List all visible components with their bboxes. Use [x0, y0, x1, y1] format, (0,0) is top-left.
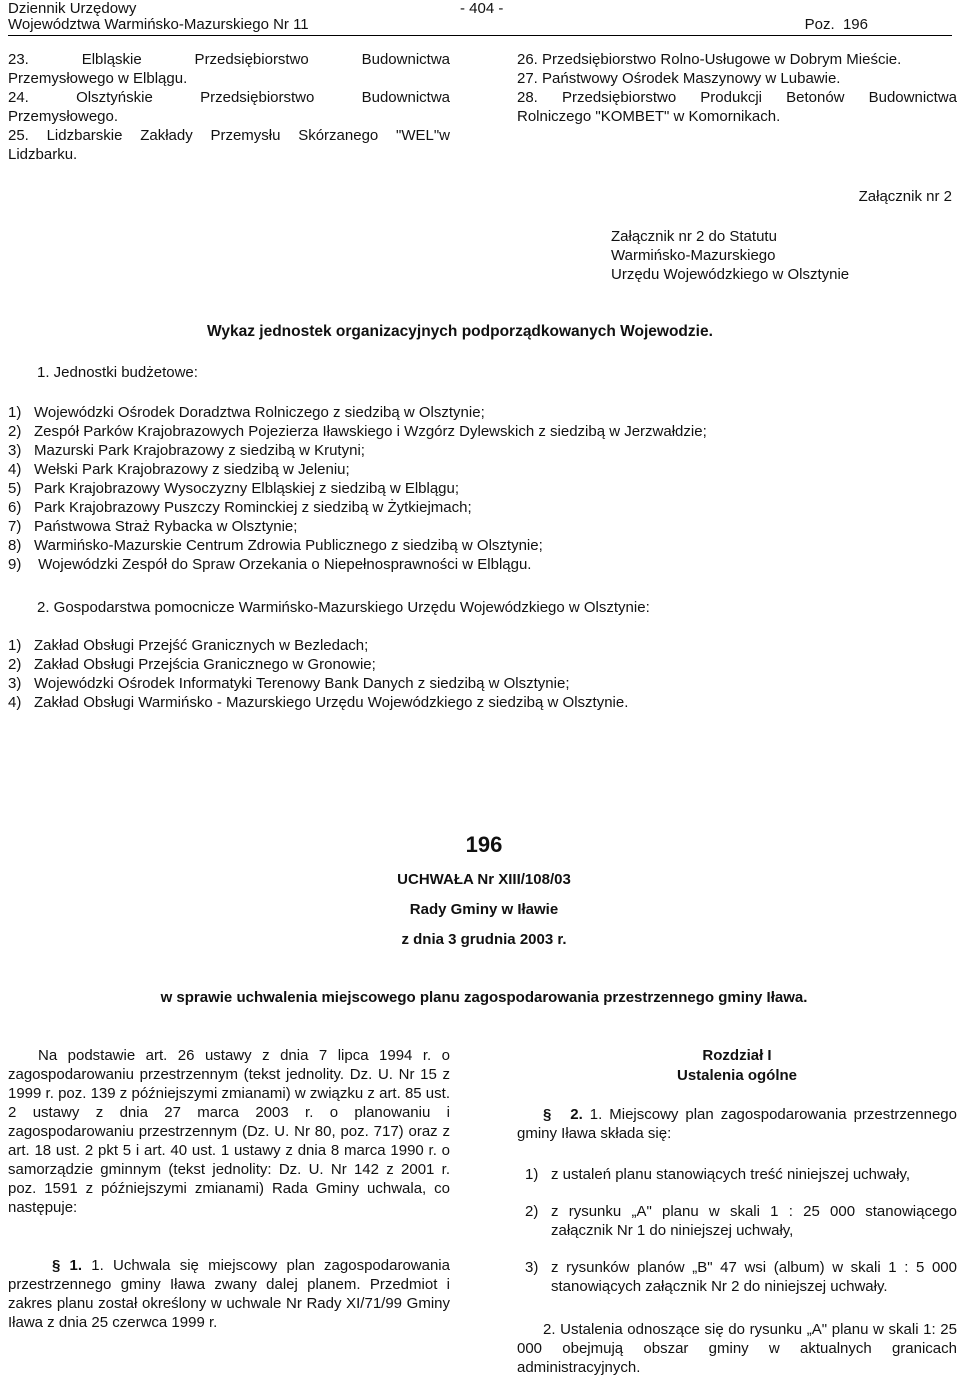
annex-label: Załącznik nr 2 [858, 188, 952, 205]
section-text: 1. Uchwala się miejscowy plan zagospodarowania przestrzennego gminy Iława zwany dalej planem. Przedmiot i zakres planu został określony w uchwale Nr Rady XI/71/99 Gminy Iława z dnia 25 czerwca 1999 r. [8, 1257, 450, 1331]
item-text: z rysunku „A" planu w skali 1 : 25 000 stanowiącego załącznik Nr 1 do niniejszej uchwały, [551, 1203, 957, 1239]
item-number: 5) [8, 480, 22, 497]
item-number: 2) [8, 656, 22, 673]
list-item [8, 403, 952, 422]
list-item-24-line1: 24. Olsztyńskie Przedsiębiorstwo Budownictwa [8, 89, 450, 106]
item-number: 4) [8, 694, 22, 711]
list-item [8, 460, 952, 479]
section2-list [8, 636, 952, 712]
item-text: Zakład Obsługi Przejść Granicznych w Bezledach; [34, 637, 369, 654]
list-item [8, 517, 952, 536]
resolution-subject: w sprawie uchwalenia miejscowego planu zagospodarowania przestrzennego gminy Iława. [160, 989, 808, 1006]
section1-list [8, 403, 952, 574]
annex-statute-line3: Urzędu Wojewódzkiego w Olsztynie [611, 266, 850, 283]
plan-components-list [525, 1165, 957, 1296]
item-number: 1) [525, 1166, 539, 1183]
item-number: 4) [8, 461, 22, 478]
list-item-26: 26. Przedsiębiorstwo Rolno-Usługowe w Dobrym Mieście. [517, 51, 902, 68]
item-text: Zakład Obsługi Warmińsko - Mazurskiego Urzędu Wojewódzkiego z siedzibą w Olsztynie. [34, 694, 629, 711]
list-item [525, 1258, 957, 1296]
item-text: Mazurski Park Krajobrazowy z siedzibą w Krutyni; [34, 442, 365, 459]
list-item [8, 536, 952, 555]
list-item [8, 441, 952, 460]
list-item [8, 655, 952, 674]
annex-statute [611, 227, 849, 284]
item-text: Warmińsko-Mazurskie Centrum Zdrowia Publicznego z siedzibą w Olsztynie; [34, 537, 543, 554]
paragraph-2 [517, 1105, 957, 1143]
list-item [8, 693, 952, 712]
item-number: 1) [8, 637, 22, 654]
list-item-25-line2: Lidzbarku. [8, 146, 78, 163]
item-text: Zespół Parków Krajobrazowych Pojezierza Iławskiego i Wzgórz Dylewskich z siedzibą w Jerzwałdzie; [34, 423, 707, 440]
item-number: 3) [8, 675, 22, 692]
top-right-list [517, 50, 957, 126]
publisher-line: Województwa Warmińsko-Mazurskiego Nr 11 [8, 16, 309, 33]
resolution-title: UCHWAŁA Nr XIII/108/03 [397, 871, 571, 888]
resolution-number: 196 [465, 832, 503, 857]
top-left-list [8, 50, 450, 164]
section-mark: § 1. [52, 1257, 83, 1274]
item-text: Wełski Park Krajobrazowy z siedzibą w Jeleniu; [34, 461, 350, 478]
paragraph-1 [8, 1256, 450, 1332]
item-number: 3) [8, 442, 22, 459]
item-number: 2) [525, 1203, 539, 1220]
list-item-25-line1: 25. Lidzbarskie Zakłady Przemysłu Skórzanego "WEL"w [8, 127, 450, 144]
item-text: Wojewódzki Zespół do Spraw Orzekania o Niepełnosprawności w Elblągu. [34, 556, 532, 573]
item-text: Zakład Obsługi Przejścia Granicznego w Gronowie; [34, 656, 376, 673]
list-item [525, 1202, 957, 1240]
section1-heading: 1. Jednostki budżetowe: [37, 364, 198, 381]
section-mark: § 2. [543, 1106, 583, 1123]
item-number: 8) [8, 537, 22, 554]
list-item [8, 674, 952, 693]
item-text: Wojewódzki Ośrodek Doradztwa Rolniczego z siedzibą w Olsztynie; [34, 404, 485, 421]
list-item [8, 498, 952, 517]
section-text: 1. Miejscowy plan zagospodarowania przestrzennego gminy Iława składa się: [517, 1106, 957, 1142]
section2-heading: 2. Gospodarstwa pomocnicze Warmińsko-Mazurskiego Urzędu Wojewódzkiego w Olsztynie: [37, 599, 650, 616]
annex-statute-line1: Załącznik nr 2 do Statutu [611, 228, 777, 245]
chapter-title: Ustalenia ogólne [676, 1067, 798, 1084]
list-item [8, 636, 952, 655]
list-item-27: 27. Państwowy Ośrodek Maszynowy w Lubawie. [517, 70, 841, 87]
item-number: 2) [8, 423, 22, 440]
item-number: 6) [8, 499, 22, 516]
list-title: Wykaz jednostek organizacyjnych podporządkowanych Wojewodzie. [207, 323, 713, 340]
list-item-23-line1: 23. Elbląskie Przedsiębiorstwo Budownictwa [8, 51, 450, 68]
list-item-24-line2: Przemysłowego. [8, 108, 119, 125]
chapter-heading: Rozdział I [702, 1047, 772, 1064]
item-text: Park Krajobrazowy Wysoczyzny Elbląskiej z siedzibą w Elblągu; [34, 480, 460, 497]
header-rule [8, 35, 952, 36]
list-item [8, 555, 952, 574]
journal-title: Dziennik Urzędowy [8, 0, 137, 17]
resolution-body: Rady Gminy w Iławie [409, 901, 559, 918]
item-number: 9) [8, 556, 22, 573]
list-item [8, 479, 952, 498]
list-item-28-line1: 28. Przedsiębiorstwo Produkcji Betonów Budownictwa [517, 89, 957, 106]
item-text: z ustaleń planu stanowiących treść niniejszej uchwały, [551, 1166, 911, 1183]
list-item [525, 1165, 957, 1184]
item-text: z rysunków planów „B" 47 wsi (album) w skali 1 : 5 000 stanowiących załącznik Nr 2 do niniejszej uchwały. [551, 1259, 957, 1295]
paragraph-2-2: 2. Ustalenia odnoszące się do rysunku „A" planu w skali 1: 25 000 obejmują obszar gminy w aktualnych granicach administracyjnych. [517, 1321, 957, 1376]
annex-statute-line2: Warmińsko-Mazurskiego [611, 247, 776, 264]
item-number: 7) [8, 518, 22, 535]
page-number: - 404 - [460, 0, 504, 17]
item-text: Wojewódzki Ośrodek Informatyki Terenowy Bank Danych z siedzibą w Olsztynie; [34, 675, 570, 692]
list-item-23-line2: Przemysłowego w Elblągu. [8, 70, 188, 87]
preamble: Na podstawie art. 26 ustawy z dnia 7 lipca 1994 r. o zagospodarowaniu przestrzennym (tekst jednolity. Dz. U. Nr 15 z 1999 r. poz. 139 z późniejszymi zmianami) w związku z art. 85 ust. 2 ustawy z dnia 27 marca 2003 r. o planowaniu i zagospodarowaniu przestrzennym (Dz. U. Nr 80, poz. 717) oraz z art. 18 ust. 2 pkt 5 i art. 40 ust. 1 ustawy z dnia 8 marca 1990 r. o samorządzie gminnym (tekst jednolity: Dz. U. Nr 142 z 2001 r. poz. 1591 z późniejszymi zmianami) Rada Gminy uchwala, co następuje: [8, 1047, 450, 1216]
item-number: 1) [8, 404, 22, 421]
item-text: Państwowa Straż Rybacka w Olsztynie; [34, 518, 298, 535]
item-number: 3) [525, 1259, 539, 1276]
resolution-date: z dnia 3 grudnia 2003 r. [401, 931, 567, 948]
position-number: Poz. 196 [804, 16, 868, 33]
list-item [8, 422, 952, 441]
list-item-28-line2: Rolniczego "KOMBET" w Komornikach. [517, 108, 781, 125]
item-text: Park Krajobrazowy Puszczy Rominckiej z siedzibą w Żytkiejmach; [34, 499, 472, 516]
